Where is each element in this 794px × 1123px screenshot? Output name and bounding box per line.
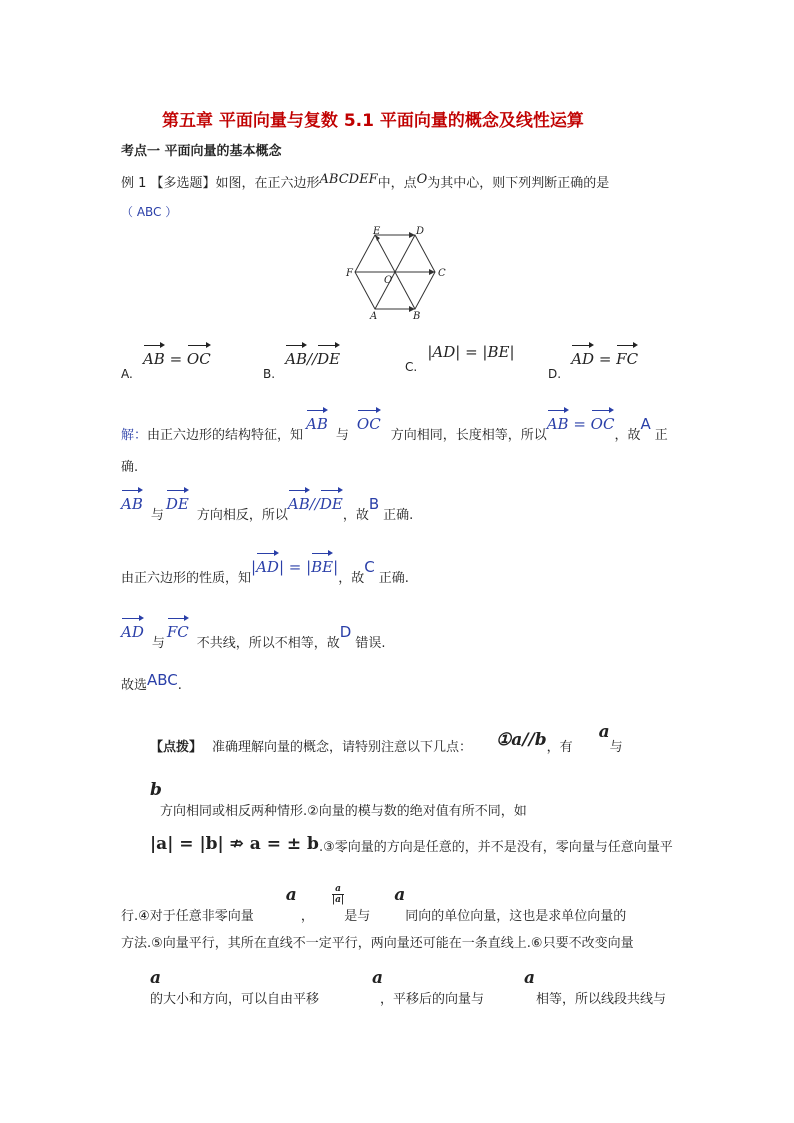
option-c-op: = xyxy=(460,343,483,361)
example-prefix: 例 1 【多选题】如图，在正六边形 xyxy=(121,176,320,191)
symbol-a: a xyxy=(372,968,384,988)
solution-line-3 xyxy=(121,551,409,586)
label-A: A xyxy=(370,311,378,322)
solution-line-2 xyxy=(121,488,414,523)
option-d-op: = xyxy=(594,350,617,368)
tip-label: 【点拨】 xyxy=(150,740,203,755)
tip-line-5: 方法.⑤向量平行，其所在直线不一定平行，两向量还可能在一条直线上.⑥只要不改变向量 xyxy=(121,936,634,951)
solution-text: 正确. xyxy=(383,508,414,523)
tip-you: ，有 xyxy=(546,740,573,755)
tip-intro: 准确理解向量的概念，请特别注意以下几点： xyxy=(212,740,473,755)
solution-text: ，故 xyxy=(614,428,641,443)
solution-text: 正确. xyxy=(378,571,409,586)
unit-vector-fraction: $\frac{a}{|a|}$ xyxy=(331,884,345,905)
solution-line-4 xyxy=(121,616,386,651)
option-a-op: = xyxy=(164,350,187,368)
letter-C: C xyxy=(364,558,375,576)
tip-text: .③零向量的方向是任意的，并不是没有，零向量与任意向量平 xyxy=(318,840,673,855)
letter-A: A xyxy=(640,415,651,433)
label-C: C xyxy=(438,268,446,279)
hexagon-figure xyxy=(340,222,455,322)
solution-line-1b: 确. xyxy=(121,460,139,475)
solution-text: 与 xyxy=(335,428,349,443)
label-O: O xyxy=(384,275,393,286)
option-c-rhs: |BE| xyxy=(482,343,515,361)
option-a[interactable] xyxy=(121,343,211,381)
solution-text: 不共线，所以不相等，故 xyxy=(196,636,340,651)
option-d[interactable] xyxy=(548,343,639,381)
vec-AB: AB xyxy=(306,408,328,433)
vec-AB: AB xyxy=(121,488,143,513)
option-b[interactable] xyxy=(263,343,341,381)
solution-line-5 xyxy=(121,670,182,693)
option-d-lhs: AD xyxy=(571,343,594,368)
tip-text: 同向的单位向量，这也是求单位向量的 xyxy=(405,909,627,924)
label-F: F xyxy=(346,268,353,279)
solution-text: 正 xyxy=(654,428,668,443)
option-d-rhs: FC xyxy=(616,343,638,368)
option-c-lhs: |AD| xyxy=(427,343,461,361)
label-D: D xyxy=(416,226,425,237)
option-c[interactable] xyxy=(405,343,515,374)
tip-shi: 是与 xyxy=(344,909,371,924)
par-AB-DE: AB//DE xyxy=(288,495,343,513)
option-a-rhs: OC xyxy=(187,343,211,368)
option-b-op: // xyxy=(307,350,318,368)
solution-text: 故选 xyxy=(121,678,148,693)
solution-text: 由正六边形的结构特征，知 xyxy=(147,428,304,443)
tip-text: 行.④对于任意非零向量 xyxy=(121,909,254,924)
tip-formula: |a| = |b| ⇏ a = ± b xyxy=(150,834,319,854)
option-b-lhs: AB xyxy=(285,343,307,368)
abs-AD-BE: |AD| = |BE| xyxy=(251,558,338,576)
option-d-label: D. xyxy=(548,367,562,381)
solution-text: ，故 xyxy=(338,571,365,586)
tip-comma: ， xyxy=(300,909,314,924)
option-b-rhs: DE xyxy=(317,343,340,368)
tip-text: 的大小和方向，可以自由平移 xyxy=(150,992,320,1007)
symbol-a: a xyxy=(394,885,406,905)
solution-text: 方向相同，长度相等，所以 xyxy=(390,428,547,443)
symbol-a: a xyxy=(524,968,536,988)
example-suffix: 为其中心，则下列判断正确的是 xyxy=(427,176,610,191)
option-c-label: C. xyxy=(405,360,418,374)
tip-yu: 与 xyxy=(609,740,623,755)
option-a-lhs: AB xyxy=(143,343,165,368)
solution-text: 方向相反，所以 xyxy=(196,508,288,523)
label-E: E xyxy=(373,226,381,237)
solution-text: 与 xyxy=(151,636,165,651)
vec-DE: DE xyxy=(166,488,189,513)
letter-D: D xyxy=(339,623,352,641)
center-point: O xyxy=(416,172,428,187)
vec-AD: AD xyxy=(121,616,144,641)
hexagon-name: ABCDEF xyxy=(319,172,378,187)
example-middle: 中，点 xyxy=(377,176,417,191)
solution-label: 解： xyxy=(121,428,148,443)
vec-FC: FC xyxy=(167,616,189,641)
symbol-a: a xyxy=(150,968,162,988)
solution-line-1 xyxy=(121,408,668,443)
example-question xyxy=(121,172,609,191)
tip-text: 相等，所以线段共线与 xyxy=(536,992,667,1007)
letter-B: B xyxy=(368,495,380,513)
symbol-a: a xyxy=(598,722,610,742)
solution-text: 由正六边形的性质，知 xyxy=(121,571,252,586)
solution-text: . xyxy=(177,678,182,693)
tip-text: ，平移后的向量与 xyxy=(380,992,485,1007)
tip-line-1 xyxy=(150,722,623,755)
symbol-b: b xyxy=(150,780,162,800)
page-title: 第五章 平面向量与复数 5.1 平面向量的概念及线性运算 xyxy=(162,111,584,131)
option-b-label: B. xyxy=(263,367,276,381)
tip-text: 方向相同或相反两种情形.②向量的模与数的绝对值有所不同，如 xyxy=(160,804,527,819)
tip-line-4 xyxy=(121,884,627,924)
vec-OC: OC xyxy=(357,408,381,433)
tip-line-3 xyxy=(150,834,673,854)
solution-text: 错误. xyxy=(355,636,386,651)
solution-text: 与 xyxy=(150,508,164,523)
eq-AB-OC: AB = OC xyxy=(547,415,615,433)
letter-ABC: ABC xyxy=(147,671,178,689)
example-answer: （ ABC ） xyxy=(121,205,178,219)
tip-parallel: ①a//b xyxy=(496,730,547,750)
label-B: B xyxy=(413,311,421,322)
option-a-label: A. xyxy=(121,367,133,381)
solution-text: ，故 xyxy=(342,508,369,523)
symbol-a: a xyxy=(285,885,297,905)
section-heading: 考点一 平面向量的基本概念 xyxy=(121,144,282,159)
